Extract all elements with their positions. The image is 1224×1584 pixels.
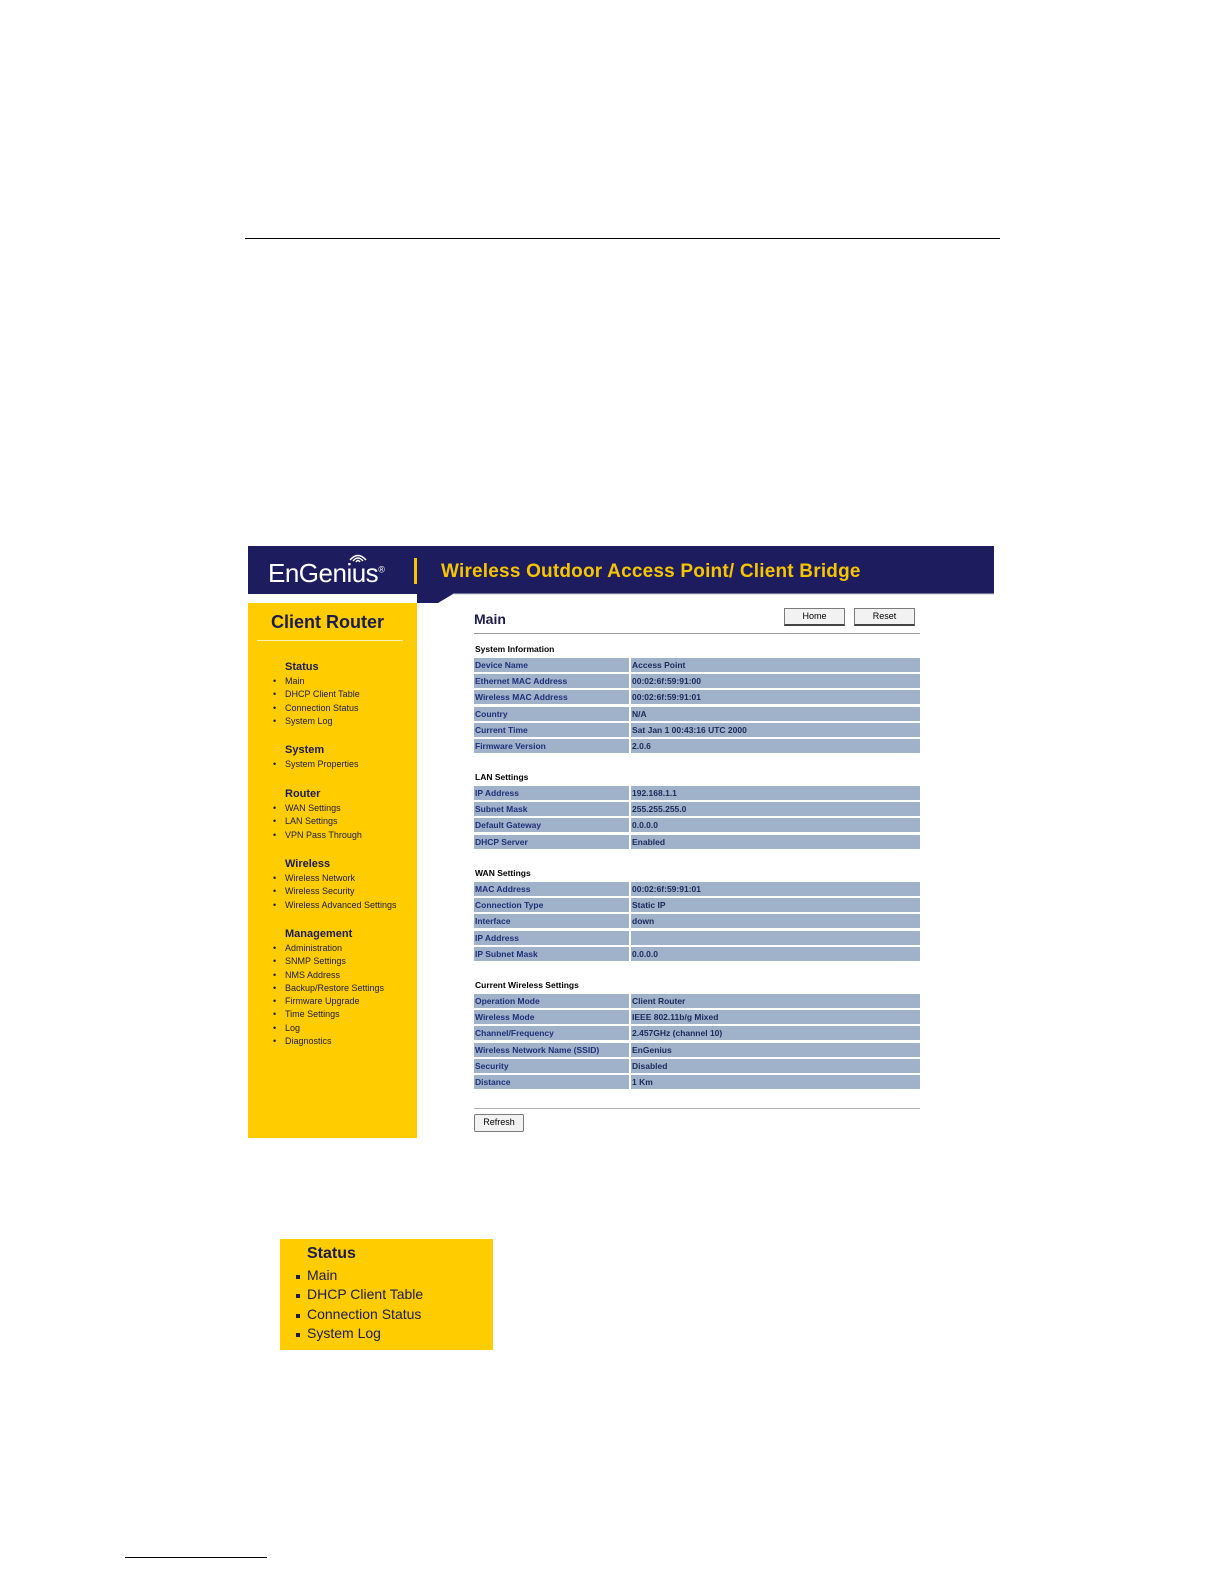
table-row (474, 723, 920, 739)
row-label: Distance (474, 1075, 629, 1089)
row-value: 2.457GHz (channel 10) (631, 1026, 920, 1040)
table-row (474, 898, 920, 914)
table-row (474, 1059, 920, 1075)
nav-item-vpn-pass-through[interactable]: • VPN Pass Through (273, 829, 362, 840)
zoom-heading-status: Status (307, 1245, 356, 1262)
nav-heading-system: System (285, 744, 325, 756)
table-row (474, 786, 920, 802)
row-value: 1 Km (631, 1075, 920, 1089)
row-label: Firmware Version (474, 739, 629, 753)
table-row (474, 674, 920, 690)
row-value: 192.168.1.1 (631, 786, 920, 800)
zoom-menu-list (307, 1266, 423, 1343)
section-title-system-information: System Information (475, 644, 555, 654)
nav-item-nms-address[interactable]: • NMS Address (273, 969, 341, 980)
table-row (474, 658, 920, 674)
bullet-icon (296, 1275, 300, 1279)
nav-item-system-log[interactable]: • System Log (273, 715, 333, 726)
table-system-information (474, 658, 920, 755)
table-row (474, 882, 920, 898)
page-title: Main (474, 611, 506, 627)
zoom-item-connection-status[interactable]: Connection Status (307, 1305, 423, 1324)
row-label: Device Name (474, 658, 629, 672)
row-label: DHCP Server (474, 835, 629, 849)
row-value: Access Point (631, 658, 920, 672)
row-value: 0.0.0.0 (631, 947, 920, 961)
nav-item-snmp-settings[interactable]: • SNMP Settings (273, 956, 346, 967)
row-label: Wireless MAC Address (474, 690, 629, 704)
nav-group-status (271, 660, 417, 728)
zoom-item-main[interactable]: Main (307, 1266, 423, 1285)
table-row (474, 994, 920, 1010)
nav-heading-management: Management (285, 928, 353, 940)
row-value: 0.0.0.0 (631, 818, 920, 832)
section-title-lan-settings: LAN Settings (475, 772, 529, 782)
section-title-wan-settings: WAN Settings (475, 868, 531, 878)
nav-item-dhcp-client-table[interactable]: • DHCP Client Table (273, 689, 360, 700)
row-value: 00:02:6f:59:91:01 (631, 690, 920, 704)
reset-button[interactable]: Reset (854, 608, 915, 626)
table-row (474, 739, 920, 755)
row-label: IP Address (474, 786, 629, 800)
row-label: MAC Address (474, 882, 629, 896)
row-label: Wireless Network Name (SSID) (474, 1043, 629, 1057)
nav-item-log[interactable]: • Log (273, 1022, 301, 1033)
row-value: down (631, 914, 920, 928)
table-row (474, 802, 920, 818)
refresh-button[interactable]: Refresh (474, 1114, 524, 1132)
home-button[interactable]: Home (784, 608, 845, 626)
row-label: Interface (474, 914, 629, 928)
table-row (474, 1043, 920, 1059)
nav-item-diagnostics[interactable]: • Diagnostics (273, 1036, 332, 1047)
nav-item-wan-settings[interactable]: • WAN Settings (273, 803, 341, 813)
nav-group-wireless (271, 857, 417, 912)
row-label: Security (474, 1059, 629, 1073)
banner-separator (414, 558, 417, 584)
row-value (631, 931, 920, 945)
row-label: Subnet Mask (474, 802, 629, 816)
row-value: N/A (631, 707, 920, 721)
zoom-item-system-log[interactable]: System Log (307, 1324, 423, 1343)
sidebar-title: Client Router (271, 612, 385, 632)
table-row (474, 1075, 920, 1091)
nav-item-wireless-security[interactable]: • Wireless Security (273, 886, 355, 897)
router-screenshot (248, 546, 994, 1138)
footnote-rule (125, 1557, 267, 1558)
table-row (474, 1026, 920, 1042)
row-value: IEEE 802.11b/g Mixed (631, 1010, 920, 1024)
table-row (474, 690, 920, 706)
row-label: Country (474, 707, 629, 721)
nav-group-management (271, 927, 417, 1048)
sidebar-divider (257, 640, 403, 641)
nav-item-firmware-upgrade[interactable]: • Firmware Upgrade (273, 996, 360, 1007)
table-current-wireless-settings (474, 994, 920, 1091)
table-row (474, 947, 920, 963)
nav-item-backup-restore-settings[interactable]: • Backup/Restore Settings (273, 982, 385, 993)
row-value: Enabled (631, 835, 920, 849)
row-value: 255.255.255.0 (631, 802, 920, 816)
row-value: Static IP (631, 898, 920, 912)
row-label: IP Subnet Mask (474, 947, 629, 961)
status-menu-zoom (280, 1239, 493, 1350)
row-label: Wireless Mode (474, 1010, 629, 1024)
row-label: Operation Mode (474, 994, 629, 1008)
row-label: Ethernet MAC Address (474, 674, 629, 688)
row-label: Default Gateway (474, 818, 629, 832)
row-value: EnGenius (631, 1043, 920, 1057)
nav-group-router (271, 787, 417, 842)
nav-item-wireless-network[interactable]: • Wireless Network (273, 873, 356, 883)
table-row (474, 835, 920, 851)
nav-item-lan-settings[interactable]: • LAN Settings (273, 816, 338, 827)
row-value: Client Router (631, 994, 920, 1008)
bottom-divider (474, 1108, 920, 1109)
bullet-icon (296, 1333, 300, 1337)
nav-item-main[interactable]: • Main (273, 676, 305, 686)
nav-heading-wireless: Wireless (285, 858, 331, 870)
nav-item-administration[interactable]: • Administration (273, 943, 343, 953)
row-label: IP Address (474, 931, 629, 945)
bullet-icon (296, 1314, 300, 1318)
product-title: Wireless Outdoor Access Point/ Client Bridge (441, 561, 861, 582)
nav-heading-status: Status (285, 661, 319, 673)
table-row (474, 914, 920, 930)
row-label: Current Time (474, 723, 629, 737)
zoom-item-dhcp-client-table[interactable]: DHCP Client Table (307, 1285, 423, 1304)
row-value: Sat Jan 1 00:43:16 UTC 2000 (631, 723, 920, 737)
nav-item-connection-status[interactable]: • Connection Status (273, 702, 359, 713)
table-lan-settings (474, 786, 920, 851)
row-value: 00:02:6f:59:91:01 (631, 882, 920, 896)
row-label: Channel/Frequency (474, 1026, 629, 1040)
nav-item-system-properties[interactable]: • System Properties (273, 759, 359, 769)
engenius-logo: EnGenius® (268, 558, 385, 588)
bullet-icon (296, 1294, 300, 1298)
table-row (474, 1010, 920, 1026)
nav-item-time-settings[interactable]: • Time Settings (273, 1009, 340, 1020)
section-title-current-wireless-settings: Current Wireless Settings (475, 980, 579, 990)
row-value: Disabled (631, 1059, 920, 1073)
page-top-rule (245, 238, 1000, 239)
row-label: Connection Type (474, 898, 629, 912)
nav-item-wireless-advanced-settings[interactable]: • Wireless Advanced Settings (273, 899, 397, 910)
nav-heading-router: Router (285, 788, 321, 800)
table-row (474, 707, 920, 723)
row-value: 00:02:6f:59:91:00 (631, 674, 920, 688)
table-row (474, 818, 920, 834)
table-wan-settings (474, 882, 920, 963)
sidebar (248, 603, 417, 1138)
nav-group-system (271, 743, 417, 771)
row-value: 2.0.6 (631, 739, 920, 753)
table-row (474, 931, 920, 947)
title-divider (474, 633, 920, 634)
